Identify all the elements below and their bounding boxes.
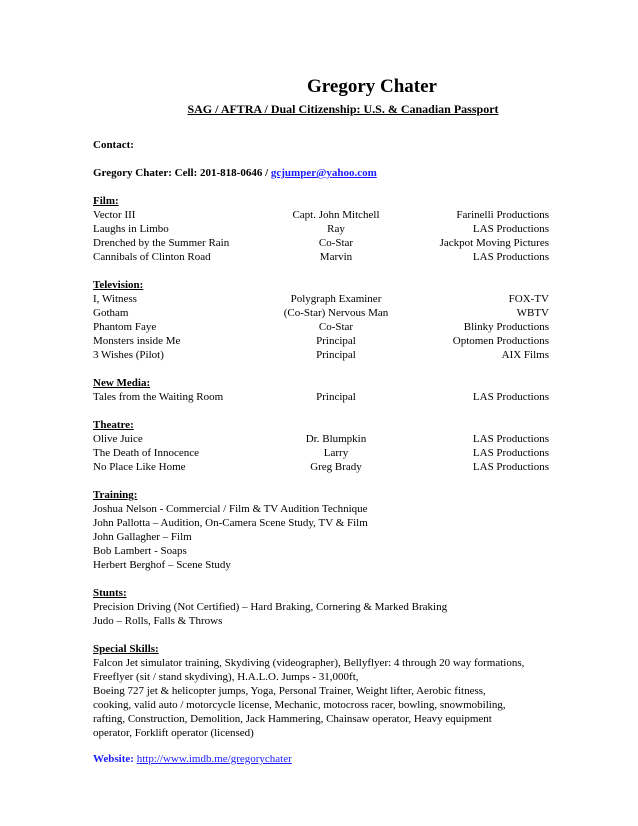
credit-company: LAS Productions: [472, 223, 549, 235]
text-line: operator, Forklift operator (licensed): [93, 727, 254, 739]
credit-company: AIX Films: [501, 349, 549, 361]
actor-name: Gregory Chater: [307, 76, 437, 97]
stunts-title: Stunts:: [93, 587, 127, 599]
website-line: [93, 752, 549, 766]
credit-role: Dr. Blumpkin: [305, 433, 367, 445]
credit-company: LAS Productions: [472, 251, 549, 263]
credit-title: Phantom Faye: [93, 321, 157, 333]
text-line: Freeflyer (sit / stand skydiving), H.A.L.O. Jumps - 31,000ft,: [93, 671, 359, 683]
credit-row: [93, 446, 549, 460]
credit-title: Cannibals of Clinton Road: [93, 251, 211, 263]
special-skills-lines: [93, 656, 549, 740]
television-title: Television:: [93, 279, 144, 291]
credit-row: [93, 334, 549, 348]
credit-row: [93, 320, 549, 334]
film-rows: [93, 208, 549, 264]
stunts-lines: [93, 600, 549, 628]
theatre-section: [93, 418, 549, 474]
credit-company: WBTV: [516, 307, 549, 319]
credit-role: Greg Brady: [310, 461, 362, 473]
special-skills-section: [93, 642, 549, 740]
credit-title: The Death of Innocence: [93, 447, 199, 459]
credit-row: [93, 236, 549, 250]
new-media-rows: [93, 390, 549, 404]
theatre-rows: [93, 432, 549, 474]
credit-company: Optomen Productions: [452, 335, 549, 347]
special-skills-title: Special Skills:: [93, 643, 159, 655]
text-line: Herbert Berghof – Scene Study: [93, 559, 231, 571]
text-line: rafting, Construction, Demolition, Jack Hammering, Chainsaw operator, Heavy equipment: [93, 713, 492, 725]
credit-role: Co-Star: [318, 321, 354, 333]
credit-role: Marvin: [319, 251, 353, 263]
theatre-title: Theatre:: [93, 419, 134, 431]
credit-title: Olive Juice: [93, 433, 143, 445]
film-title: Film:: [93, 195, 119, 207]
credit-row: [93, 222, 549, 236]
credit-role: Principal: [316, 335, 356, 347]
credit-role: Co-Star: [318, 237, 354, 249]
credit-row: [93, 292, 549, 306]
television-section: [93, 278, 549, 362]
credit-company: LAS Productions: [472, 433, 549, 445]
text-line: John Pallotta – Audition, On-Camera Scene Study, TV & Film: [93, 517, 368, 529]
credit-company: LAS Productions: [472, 461, 549, 473]
credit-title: Tales from the Waiting Room: [93, 391, 224, 403]
credit-title: Drenched by the Summer Rain: [93, 237, 230, 249]
new-media-title: New Media:: [93, 377, 151, 389]
credit-company: LAS Productions: [472, 391, 549, 403]
text-line: John Gallagher – Film: [93, 531, 192, 543]
new-media-section: [93, 376, 549, 404]
text-line: Boeing 727 jet & helicopter jumps, Yoga, Personal Trainer, Weight lifter, Aerobic fitness,: [93, 685, 486, 697]
text-line: cooking, valid auto / motorcycle license, Mechanic, motocross racer, bowling, snowmobiling,: [93, 699, 506, 711]
credit-row: [93, 306, 549, 320]
credit-company: LAS Productions: [472, 447, 549, 459]
credit-title: 3 Wishes (Pilot): [93, 349, 164, 361]
credit-title: I, Witness: [93, 293, 137, 305]
website-label: Website:: [93, 753, 134, 765]
television-rows: [93, 292, 549, 362]
film-section: [93, 194, 549, 264]
credit-row: [93, 432, 549, 446]
credit-row: [93, 390, 549, 404]
union-status: SAG / AFTRA / Dual Citizenship: U.S. & Canadian Passport: [187, 102, 499, 116]
credit-role: Principal: [316, 349, 356, 361]
credit-title: Vector III: [93, 209, 136, 221]
credit-title: Monsters inside Me: [93, 335, 181, 347]
contact-phone: Gregory Chater: Cell: 201-818-0646 /: [93, 167, 271, 179]
credit-company: Farinelli Productions: [456, 209, 549, 221]
contact-line: [93, 166, 549, 180]
credit-title: Laughs in Limbo: [93, 223, 169, 235]
credit-company: FOX-TV: [508, 293, 549, 305]
text-line: Precision Driving (Not Certified) – Hard Braking, Cornering & Marked Braking: [93, 601, 448, 613]
training-section: [93, 488, 549, 572]
stunts-section: [93, 586, 549, 628]
credit-role: Capt. John Mitchell: [292, 209, 380, 221]
text-line: Judo – Rolls, Falls & Throws: [93, 615, 223, 627]
credit-row: [93, 250, 549, 264]
credit-row: [93, 208, 549, 222]
website-link[interactable]: http://www.imdb.me/gregorychater: [136, 753, 292, 765]
credit-company: Blinky Productions: [463, 321, 549, 333]
text-line: Joshua Nelson - Commercial / Film & TV Audition Technique: [93, 503, 368, 515]
credit-role: (Co-Star) Nervous Man: [283, 307, 389, 319]
credit-row: [93, 460, 549, 474]
training-title: Training:: [93, 489, 138, 501]
text-line: Bob Lambert - Soaps: [93, 545, 187, 557]
training-lines: [93, 502, 549, 572]
resume-page: [93, 76, 549, 766]
text-line: Falcon Jet simulator training, Skydiving (videographer), Bellyflyer: 4 through 20 way formations,: [93, 657, 525, 669]
email-link[interactable]: gcjumper@yahoo.com: [270, 167, 377, 179]
credit-role: Ray: [327, 223, 345, 235]
credit-role: Polygraph Examiner: [290, 293, 382, 305]
credit-role: Principal: [316, 391, 356, 403]
credit-role: Larry: [323, 447, 349, 459]
credit-company: Jackpot Moving Pictures: [439, 237, 549, 249]
credit-title: No Place Like Home: [93, 461, 186, 473]
credit-title: Gotham: [93, 307, 129, 319]
credit-row: [93, 348, 549, 362]
contact-label: Contact:: [93, 139, 134, 151]
